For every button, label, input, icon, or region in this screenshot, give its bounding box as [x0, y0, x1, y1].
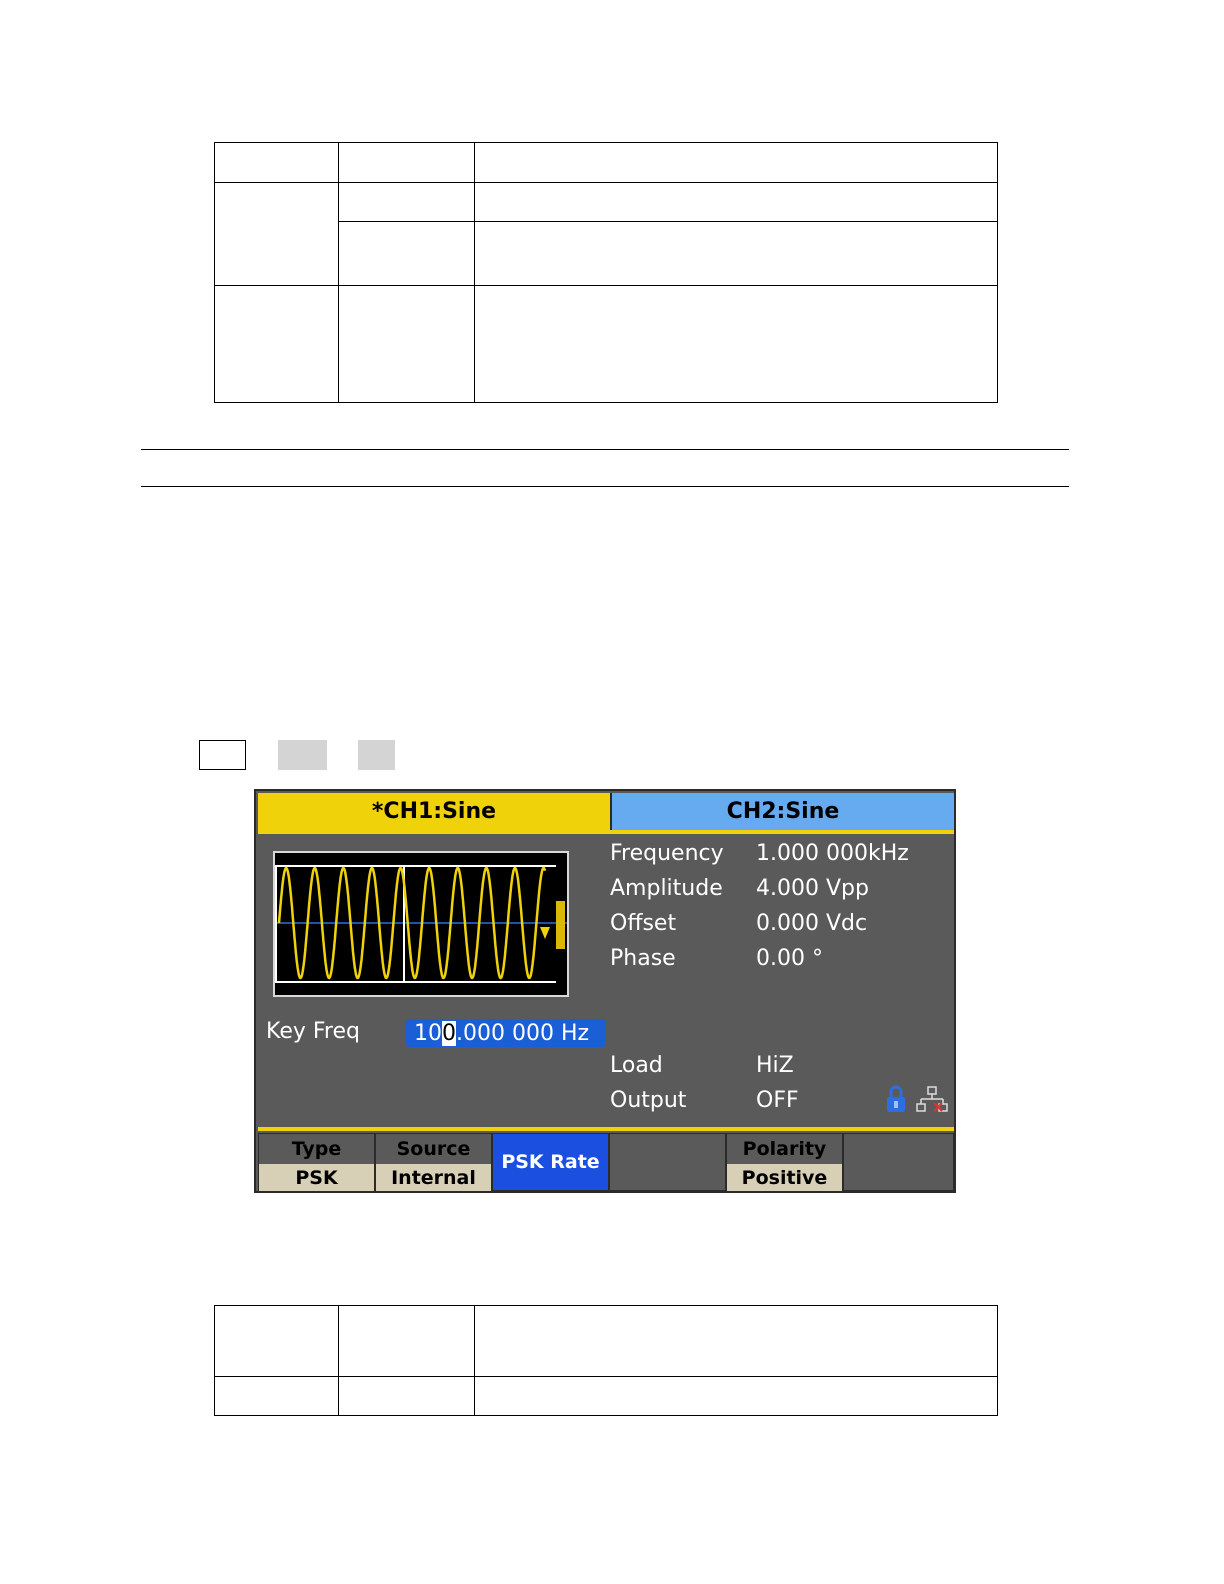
table-cell: [339, 1377, 475, 1416]
lock-icon: [886, 1085, 906, 1113]
softkey-type[interactable]: [258, 1133, 375, 1191]
load-value[interactable]: HiZ: [756, 1053, 794, 1078]
softkey-psk-rate[interactable]: [492, 1133, 609, 1191]
table-cell: [339, 286, 475, 403]
keyfreq-digits: 10: [414, 1020, 442, 1046]
network-icon: [916, 1086, 948, 1114]
keyfreq-digits-rest: .000 000 Hz: [456, 1020, 590, 1046]
softkey-polarity[interactable]: [726, 1133, 843, 1191]
softkey-source-label: Source: [376, 1134, 491, 1164]
tab-underline: [258, 830, 954, 834]
tab-ch1[interactable]: *CH1:Sine: [258, 793, 610, 830]
param-value-frequency[interactable]: 1.000 000kHz: [756, 841, 909, 866]
key-box-gray: [358, 740, 395, 770]
softkey-empty[interactable]: [609, 1133, 726, 1191]
table-cell: [475, 222, 998, 286]
table-cell: [475, 143, 998, 183]
softkey-polarity-label: Polarity: [727, 1134, 842, 1164]
output-label: Output: [610, 1088, 687, 1113]
softkey-polarity-value: Positive: [727, 1164, 842, 1191]
softkey-source[interactable]: [375, 1133, 492, 1191]
key-box-gray: [278, 740, 327, 770]
output-value[interactable]: OFF: [756, 1088, 799, 1113]
param-value-amplitude[interactable]: 4.000 Vpp: [756, 876, 869, 901]
keyfreq-label: Key Freq: [266, 1019, 360, 1044]
table-cell: [215, 286, 339, 403]
param-label-amplitude: Amplitude: [610, 876, 723, 901]
wave-scroll-thumb: [556, 901, 565, 949]
table-cell: [215, 1306, 339, 1377]
horizontal-rule: [141, 486, 1069, 487]
softkey-type-label: Type: [259, 1134, 374, 1164]
table-cell: [475, 1306, 998, 1377]
softkey-divider: [258, 1127, 954, 1131]
load-label: Load: [610, 1053, 663, 1078]
table-cell: [215, 143, 339, 183]
psk-waveform: [275, 853, 567, 995]
table-cell: [339, 183, 475, 222]
param-label-phase: Phase: [610, 946, 676, 971]
softkey-type-value: PSK: [259, 1164, 374, 1191]
top-table: [214, 142, 998, 403]
waveform-display: [273, 851, 569, 997]
keyfreq-cursor-digit[interactable]: 0: [442, 1020, 456, 1046]
table-cell: [475, 286, 998, 403]
tab-ch2[interactable]: CH2:Sine: [610, 793, 954, 830]
table-cell: [339, 143, 475, 183]
horizontal-rule: [141, 449, 1069, 450]
bottom-table: [214, 1305, 998, 1416]
param-value-offset[interactable]: 0.000 Vdc: [756, 911, 868, 936]
param-label-offset: Offset: [610, 911, 677, 936]
instrument-screen: [254, 789, 956, 1193]
param-label-frequency: Frequency: [610, 841, 724, 866]
param-value-phase[interactable]: 0.00 °: [756, 946, 823, 971]
table-cell: [475, 1377, 998, 1416]
table-cell: [215, 183, 339, 286]
softkey-empty[interactable]: [843, 1133, 954, 1191]
key-box-outline: [199, 740, 246, 770]
softkey-source-value: Internal: [376, 1164, 491, 1191]
softkey-psk-rate-label: PSK Rate: [493, 1134, 608, 1190]
table-cell: [339, 1306, 475, 1377]
table-cell: [215, 1377, 339, 1416]
table-cell: [339, 222, 475, 286]
keyfreq-input[interactable]: [406, 1019, 606, 1047]
table-cell: [475, 183, 998, 222]
